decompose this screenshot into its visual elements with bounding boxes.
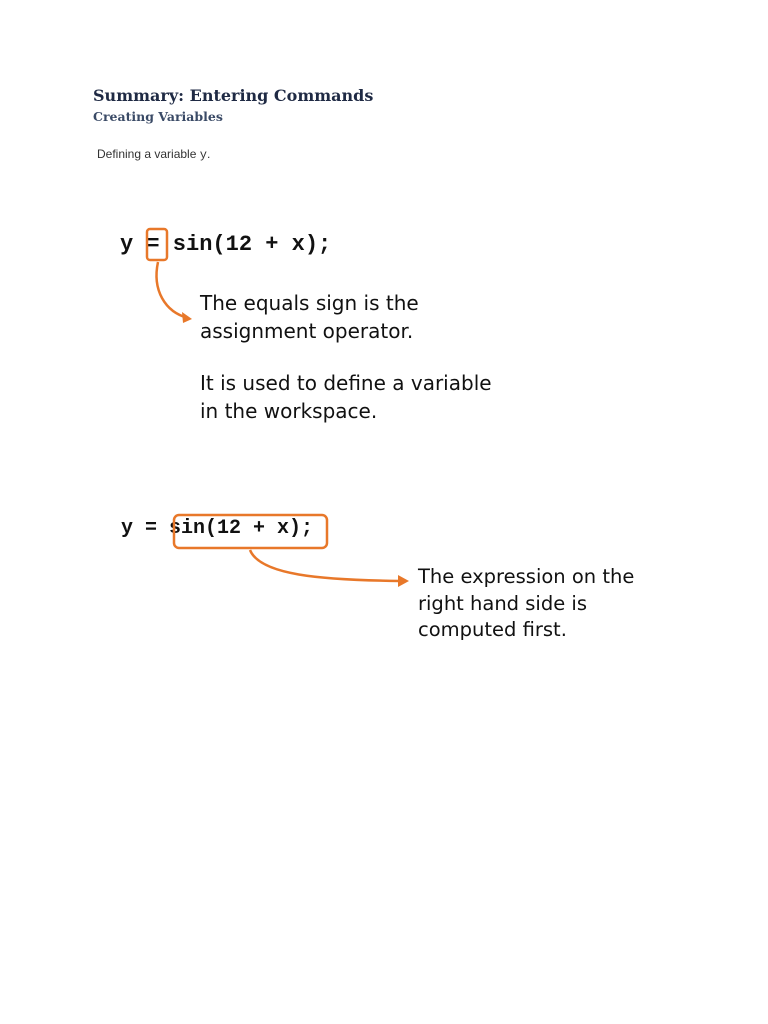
intro-label: Defining a variable bbox=[97, 147, 200, 161]
expression-arrow bbox=[250, 550, 400, 581]
assignment-arrow bbox=[157, 262, 188, 318]
callout-line: computed first. bbox=[418, 618, 567, 641]
callout-line: The equals sign is the bbox=[200, 291, 419, 315]
callout-workspace-note bbox=[200, 369, 492, 425]
section-subtitle: Creating Variables bbox=[93, 109, 223, 124]
expression-arrow-head bbox=[398, 575, 409, 587]
intro-period: . bbox=[206, 147, 211, 161]
page-title: Summary: Entering Commands bbox=[93, 86, 374, 105]
code-example-assignment: y = sin(12 + x); bbox=[120, 232, 332, 257]
callout-line: The expression on the bbox=[418, 565, 635, 588]
intro-variable: y bbox=[199, 148, 207, 162]
callout-expression bbox=[418, 564, 634, 644]
assignment-arrow-head bbox=[182, 312, 192, 323]
callout-line: assignment operator. bbox=[200, 319, 414, 343]
callout-line: right hand side is bbox=[418, 591, 587, 615]
intro-text bbox=[97, 147, 210, 162]
callout-assignment-operator bbox=[200, 289, 419, 345]
callout-line: It is used to define a variable bbox=[200, 371, 492, 395]
callout-line: in the workspace. bbox=[200, 399, 378, 423]
code-example-expression: y = sin(12 + x); bbox=[121, 517, 314, 540]
